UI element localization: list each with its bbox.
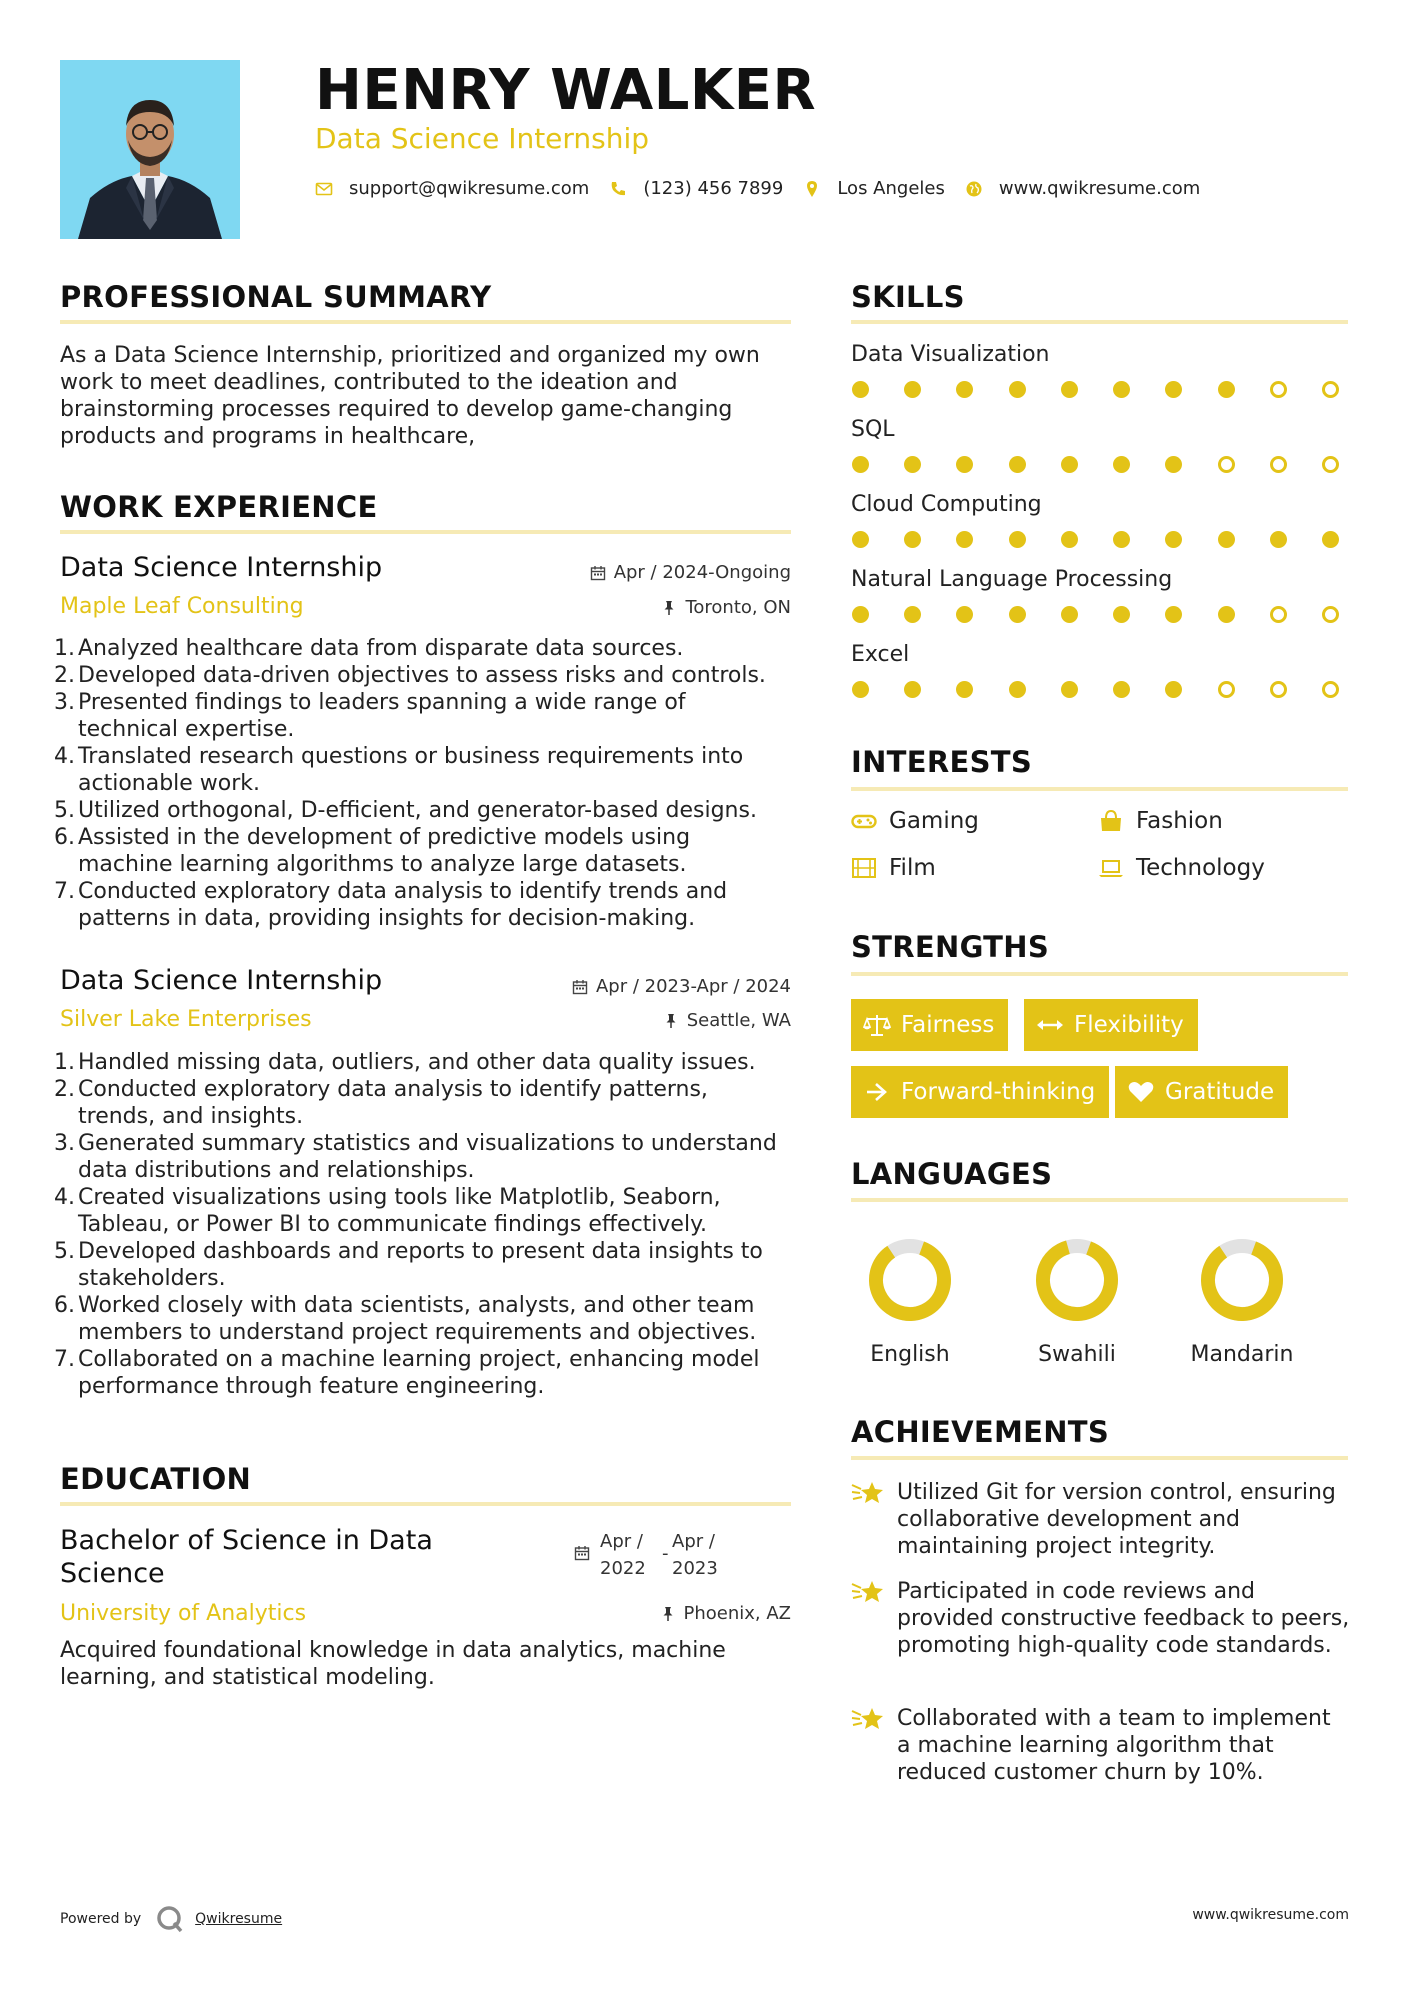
language-donut [1033,1236,1121,1324]
footer-website[interactable]: www.qwikresume.com [1192,1907,1349,1923]
rating-dot-filled [904,456,921,473]
job-1-date [590,562,791,583]
globe-icon [965,180,983,198]
strengths-divider [851,972,1348,976]
achievement-text: Collaborated with a team to implement a machine learning algorithm that reduced customer churn by 10%. [897,1706,1331,1785]
rating-dot-filled [1113,381,1130,398]
rating-dot-filled [904,606,921,623]
job-1-location [661,597,791,618]
calendar-icon [572,979,588,995]
list-item: 2. Conducted exploratory data analysis to identify patterns, trends, and insights. [54,1077,708,1129]
rating-dot-filled [1218,606,1235,623]
list-item: 4. Translated research questions or business requirements into actionable work. [54,744,744,796]
education-start [600,1528,662,1582]
rating-dot-filled [1218,531,1235,548]
shopping-bag-icon [1098,810,1124,832]
strength-chip-gratitude [1115,1066,1288,1118]
education-end-month: Apr / [672,1531,715,1552]
gamepad-icon [851,810,877,832]
rating-dot-filled [1009,456,1026,473]
contact-phone[interactable] [609,178,783,199]
summary-heading: PROFESSIONAL SUMMARY [60,280,492,314]
contact-location [803,178,945,199]
arrows-horizontal-icon [1036,1013,1064,1037]
job-1-company: Maple Leaf Consulting [60,594,304,619]
list-item: 3. Presented findings to leaders spanning a wide range of technical expertise. [54,690,686,742]
interest-film [851,855,936,881]
list-item: 7. Collaborated on a machine learning project, enhancing model performance through feature engineering. [54,1347,760,1399]
rating-dot-empty [1218,681,1235,698]
job-1-bullets [54,635,790,932]
achievement-text: Participated in code reviews and provided constructive feedback to peers, promoting high-quality code standards. [897,1579,1350,1658]
rating-dot-filled [956,606,973,623]
rating-dot-empty [1322,606,1339,623]
shooting-star-icon [851,1705,885,1733]
pushpin-icon [661,600,677,616]
education-location-text: Phoenix, AZ [683,1603,791,1624]
balance-scale-icon [863,1013,891,1037]
list-item: 5. Utilized orthogonal, D-efficient, and generator-based designs. [54,798,757,823]
school-name: University of Analytics [60,1601,307,1626]
skills-divider [851,320,1348,324]
skill-name: SQL [851,417,895,442]
website-text: www.qwikresume.com [998,178,1201,199]
candidate-title: Data Science Internship [315,122,650,155]
rating-dot-filled [1113,606,1130,623]
brand-link[interactable]: Qwikresume [195,1911,283,1927]
rating-dot-empty [1270,381,1287,398]
strength-chip-flexibility [1024,999,1198,1051]
skill-name: Excel [851,642,910,667]
interest-fashion [1098,808,1223,834]
rating-dot-filled [1322,531,1339,548]
rating-dot-filled [1009,381,1026,398]
list-item: 1. Analyzed healthcare data from disparate data sources. [54,636,684,661]
language-item [1017,1236,1137,1367]
rating-dot-empty [1218,456,1235,473]
skill-name: Natural Language Processing [851,567,1173,592]
rating-dot-filled [852,456,869,473]
skill-rating [852,456,1339,473]
education-start-year: 2022 [600,1558,646,1579]
strength-label: Flexibility [1074,1012,1184,1038]
language-name: Swahili [1038,1342,1116,1367]
list-item: 3. Generated summary statistics and visualizations to understand data distributions and relationships. [54,1131,777,1183]
qwikresume-logo-icon [155,1904,185,1934]
strength-chip-fairness [851,999,1008,1051]
rating-dot-filled [1270,531,1287,548]
interest-technology [1098,855,1265,881]
rating-dot-filled [1061,456,1078,473]
job-1-date-text: Apr / 2024-Ongoing [613,562,791,583]
interest-label: Fashion [1136,808,1223,834]
envelope-icon [315,180,333,198]
rating-dot-filled [904,531,921,548]
rating-dot-empty [1322,381,1339,398]
degree-line-2: Science [60,1558,165,1589]
achievement-text: Utilized Git for version control, ensuring collaborative development and maintaining project integrity. [897,1480,1336,1559]
shooting-star-icon [851,1578,885,1606]
education-divider [60,1502,791,1506]
education-date-dash: - [662,1543,669,1564]
rating-dot-filled [852,381,869,398]
rating-dot-empty [1270,456,1287,473]
degree-title [60,1524,433,1590]
language-donut [1198,1236,1286,1324]
rating-dot-filled [956,531,973,548]
phone-text: (123) 456 7899 [643,178,784,199]
interest-label: Film [889,855,936,881]
interest-gaming [851,808,979,834]
education-heading: EDUCATION [60,1462,252,1496]
rating-dot-filled [1061,681,1078,698]
language-item [850,1236,970,1367]
list-item: 6. Assisted in the development of predictive models using machine learning algorithms to analyze large datasets. [54,825,691,877]
work-heading: WORK EXPERIENCE [60,490,378,524]
education-start-month: Apr / [600,1531,643,1552]
arrow-right-icon [863,1080,891,1104]
strength-label: Gratitude [1165,1079,1275,1105]
list-item: 1. Handled missing data, outliers, and other data quality issues. [54,1050,756,1075]
strength-chip-forward-thinking [851,1066,1109,1118]
location-text: Los Angeles [837,178,945,199]
education-end [672,1528,718,1582]
skill-rating [852,381,1339,398]
contact-bar [315,178,1220,199]
contact-email[interactable] [315,178,589,199]
rating-dot-filled [1165,381,1182,398]
skill-name: Cloud Computing [851,492,1042,517]
shooting-star-icon [851,1479,885,1507]
list-item: 5. Developed dashboards and reports to present data insights to stakeholders. [54,1239,763,1291]
achievement-item [851,1479,1351,1560]
achievement-item [851,1578,1351,1659]
contact-website[interactable] [965,178,1200,199]
strength-label: Fairness [901,1012,995,1038]
interests-heading: INTERESTS [851,745,1033,779]
language-donut [866,1236,954,1324]
job-2-company: Silver Lake Enterprises [60,1007,312,1032]
education-end-year: 2023 [672,1558,718,1579]
rating-dot-filled [1113,681,1130,698]
rating-dot-filled [1165,531,1182,548]
rating-dot-filled [1165,681,1182,698]
map-pin-icon [803,180,821,198]
achievements-heading: ACHIEVEMENTS [851,1415,1110,1449]
list-item: 7. Conducted exploratory data analysis to identify trends and patterns in data, providing insights for decision-making. [54,879,728,931]
skill-rating [852,531,1339,548]
list-item: 6. Worked closely with data scientists, analysts, and other team members to understand project requirements and objectives. [54,1293,757,1345]
summary-divider [60,320,791,324]
rating-dot-empty [1270,681,1287,698]
list-item: 2. Developed data-driven objectives to assess risks and controls. [54,663,766,688]
rating-dot-filled [1061,606,1078,623]
rating-dot-filled [904,681,921,698]
skill-name: Data Visualization [851,342,1050,367]
footer-powered-by [60,1904,282,1934]
interest-label: Gaming [889,808,979,834]
summary-text: As a Data Science Internship, prioritized and organized my own work to meet deadlines, contributed to the ideation and brainstorming processes required to develop game-changing products and programs in healthcare, [60,343,760,449]
rating-dot-filled [1218,381,1235,398]
rating-dot-filled [852,531,869,548]
job-2-date-text: Apr / 2023-Apr / 2024 [595,976,791,997]
job-2-bullets [54,1049,790,1400]
interests-divider [851,787,1348,791]
job-2-title: Data Science Internship [60,965,383,996]
strength-label: Forward-thinking [901,1079,1096,1105]
achievements-divider [851,1456,1348,1460]
language-item [1182,1236,1302,1367]
language-name: Mandarin [1190,1342,1294,1367]
job-2-date [572,976,791,997]
list-item: 4. Created visualizations using tools like Matplotlib, Seaborn, Tableau, or Power BI to communicate findings effectively. [54,1185,721,1237]
rating-dot-filled [1113,531,1130,548]
job-1-location-text: Toronto, ON [685,597,791,618]
rating-dot-filled [1165,456,1182,473]
languages-divider [851,1198,1348,1202]
job-2-location-text: Seattle, WA [686,1010,791,1031]
rating-dot-filled [1165,606,1182,623]
pushpin-icon [663,1013,679,1029]
rating-dot-filled [1009,606,1026,623]
work-divider [60,530,791,534]
rating-dot-empty [1322,456,1339,473]
rating-dot-filled [852,681,869,698]
rating-dot-filled [1009,681,1026,698]
achievement-item [851,1705,1351,1786]
strengths-heading: STRENGTHS [851,930,1050,964]
job-2-location [663,1010,791,1031]
skill-rating [852,606,1339,623]
rating-dot-filled [1061,531,1078,548]
rating-dot-filled [852,606,869,623]
candidate-name: HENRY WALKER [315,58,817,123]
rating-dot-filled [1061,381,1078,398]
rating-dot-filled [1009,531,1026,548]
education-description: Acquired foundational knowledge in data analytics, machine learning, and statistical modeling. [60,1638,726,1690]
education-date [574,1528,718,1582]
skills-heading: SKILLS [851,280,965,314]
rating-dot-empty [1322,681,1339,698]
calendar-icon [590,565,606,581]
languages-heading: LANGUAGES [851,1157,1053,1191]
film-icon [851,857,877,879]
rating-dot-filled [956,456,973,473]
job-1-title: Data Science Internship [60,552,383,583]
heart-icon [1127,1080,1155,1104]
rating-dot-empty [1270,606,1287,623]
education-location [660,1603,792,1624]
interest-label: Technology [1136,855,1265,881]
laptop-icon [1098,857,1124,879]
profile-photo [60,60,240,239]
rating-dot-filled [904,381,921,398]
powered-by-label: Powered by [60,1911,142,1927]
skill-rating [852,681,1339,698]
degree-line-1: Bachelor of Science in Data [60,1525,433,1556]
email-text: support@qwikresume.com [349,178,590,199]
rating-dot-filled [1113,456,1130,473]
language-name: English [870,1342,950,1367]
calendar-icon [574,1545,590,1561]
phone-icon [609,180,627,198]
pushpin-icon [660,1606,676,1622]
rating-dot-filled [956,681,973,698]
rating-dot-filled [956,381,973,398]
